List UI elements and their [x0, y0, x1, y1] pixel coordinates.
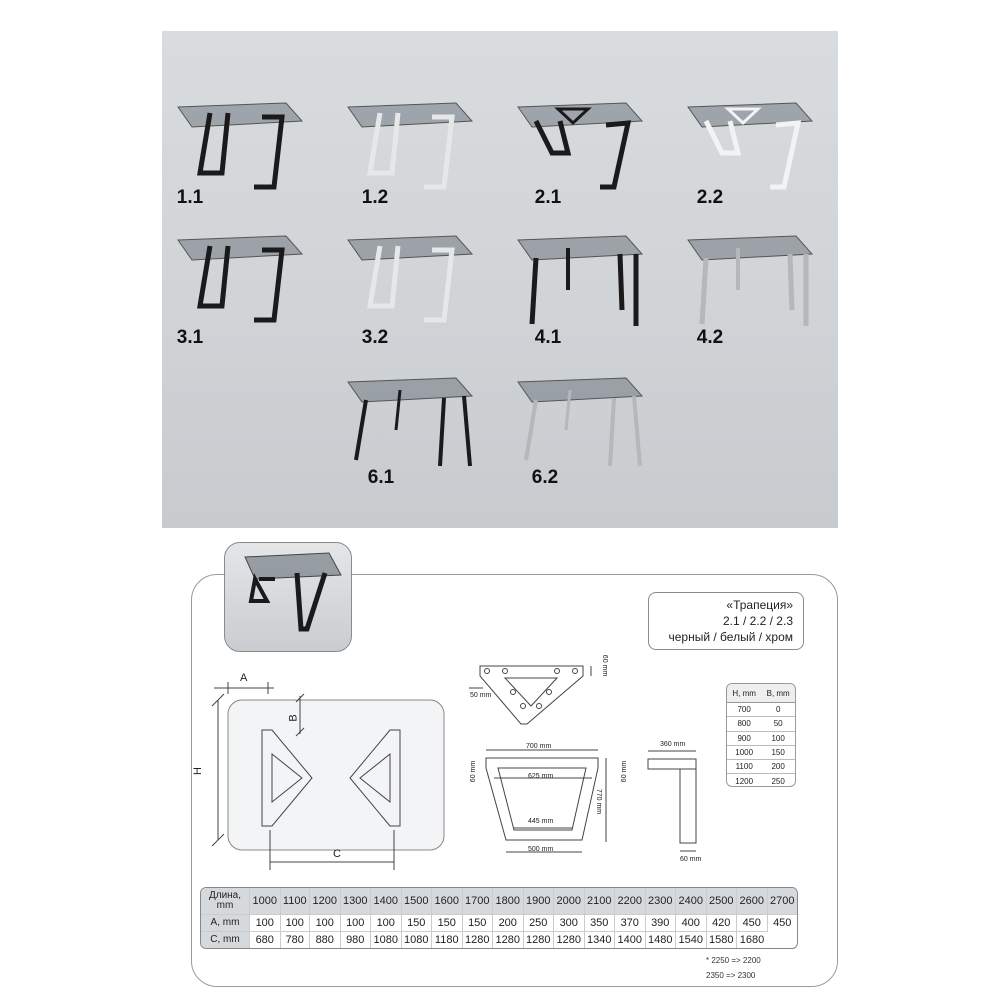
- length-table-cell: 1400: [371, 888, 402, 915]
- length-table-cell: 150: [432, 915, 463, 932]
- table-model-label: 6.2: [531, 467, 559, 488]
- table-model-label: 1.1: [176, 187, 204, 208]
- length-table-cell: 350: [584, 915, 615, 932]
- dim-h-label: H: [191, 767, 204, 775]
- length-table-cell: 300: [554, 915, 585, 932]
- length-table-cell: 1340: [584, 932, 615, 948]
- note-2: 2350 => 2300: [706, 971, 756, 980]
- table-thumb-image: [170, 228, 320, 338]
- table-thumb-image: [340, 370, 490, 480]
- length-table-cell: 1680: [737, 932, 768, 948]
- length-table-cell: 100: [280, 915, 310, 932]
- length-table-cell: 1900: [523, 888, 554, 915]
- hb-cell: 100: [761, 731, 795, 745]
- length-table-row: [201, 915, 797, 932]
- length-table-cell: 100: [310, 915, 341, 932]
- side-view-drawing: [630, 745, 710, 857]
- hb-cell: 1200: [727, 774, 761, 787]
- hb-row: [727, 703, 795, 717]
- hb-cell: 700: [737, 705, 751, 715]
- length-table-cell: 390: [645, 915, 676, 932]
- bracket-width: 50 mm: [470, 692, 492, 699]
- hb-cell: 50: [761, 717, 795, 731]
- length-table-cell: 2500: [706, 888, 737, 915]
- length-table-cell: 980: [340, 932, 371, 948]
- hb-header-cell: B, mm: [761, 684, 795, 703]
- hb-cell: 250: [761, 774, 795, 787]
- dim-a-label: A: [240, 672, 248, 684]
- model-codes: 2.1 / 2.2 / 2.3: [722, 614, 793, 628]
- side-top-width: 360 mm: [660, 741, 686, 748]
- side-height: 60 mm: [621, 760, 629, 783]
- hb-cell: 150: [761, 745, 795, 759]
- front-height: 770 mm: [595, 788, 603, 815]
- length-table-cell: 2300: [645, 888, 676, 915]
- length-table-cell: 1400: [615, 932, 646, 948]
- length-table-cell: 370: [615, 915, 646, 932]
- length-table-cell: 2000: [554, 888, 585, 915]
- row-label: Длина, mm: [201, 888, 250, 915]
- length-table-cell: 1180: [432, 932, 463, 948]
- length-table-cell: 880: [310, 932, 341, 948]
- length-table-row: [201, 888, 797, 915]
- hb-row: [727, 745, 795, 759]
- hb-cell: 900: [727, 731, 761, 745]
- hb-cell: 1100: [727, 760, 761, 774]
- length-table-cell: 680: [250, 932, 281, 948]
- height-offset-table: [726, 683, 796, 787]
- length-table-cell: 400: [676, 915, 707, 932]
- length-table-cell: 1600: [432, 888, 463, 915]
- length-table-cell: 2600: [737, 888, 768, 915]
- front-top-thickness: 60 mm: [470, 760, 478, 783]
- length-table-cell: 1200: [310, 888, 341, 915]
- hb-row: [727, 731, 795, 745]
- table-thumb-image: [340, 228, 490, 338]
- table-model-label: 1.2: [361, 187, 389, 208]
- table-model-label: 3.1: [176, 327, 204, 348]
- length-table-cell: 1280: [554, 932, 585, 948]
- length-table-cell: 100: [250, 915, 281, 932]
- model-name-box: [648, 592, 804, 650]
- length-table-cell: 420: [706, 915, 737, 932]
- preview-table-drawing: [225, 543, 351, 651]
- top-view-drawing: [200, 670, 460, 880]
- length-table-cell: 450: [737, 915, 768, 932]
- front-top-width: 700 mm: [526, 743, 552, 750]
- table-model-label: 2.2: [696, 187, 724, 208]
- length-table-cell: 780: [280, 932, 310, 948]
- table-model-label: 6.1: [367, 467, 395, 488]
- table-model-label: 3.2: [361, 327, 389, 348]
- hb-cell: 800: [727, 717, 761, 731]
- table-thumb-image: [680, 228, 830, 338]
- length-table-cell: 150: [401, 915, 432, 932]
- length-table-cell: 100: [371, 915, 402, 932]
- length-table-cell: 1540: [676, 932, 707, 948]
- length-table-cell: 1100: [280, 888, 310, 915]
- front-inner-top: 625 mm: [528, 773, 554, 780]
- length-table-cell: 450: [767, 915, 797, 932]
- length-table-cell: 1480: [645, 932, 676, 948]
- front-bottom-width: 500 mm: [528, 846, 554, 853]
- length-table-cell: 1080: [401, 932, 432, 948]
- table-model-label: 2.1: [534, 187, 562, 208]
- hb-cell: 200: [761, 760, 795, 774]
- dim-c-label: C: [333, 848, 341, 860]
- length-table-cell: 200: [493, 915, 524, 932]
- preview-image: [224, 542, 352, 652]
- row-label: C, mm: [201, 932, 250, 948]
- model-colors: черный / белый / хром: [668, 630, 793, 644]
- length-table-row: [201, 932, 797, 948]
- hb-row: [727, 774, 795, 787]
- dim-b-label: B: [287, 714, 300, 722]
- length-table-cell: 2200: [615, 888, 646, 915]
- length-table: [200, 887, 798, 949]
- length-table-cell: 1300: [340, 888, 371, 915]
- front-inner-bottom: 445 mm: [528, 818, 554, 825]
- table-model-label: 4.2: [696, 327, 724, 348]
- hb-row: [727, 717, 795, 731]
- length-table-cell: 150: [462, 915, 493, 932]
- length-table-cell: 1280: [462, 932, 493, 948]
- note-1: * 2250 => 2200: [706, 956, 761, 965]
- length-table-cell: 250: [523, 915, 554, 932]
- hb-row: [727, 760, 795, 774]
- length-table-cell: 1800: [493, 888, 524, 915]
- table-thumb-image: [510, 370, 660, 480]
- length-table-cell: 100: [340, 915, 371, 932]
- row-label: A, mm: [201, 915, 250, 932]
- table-thumb-image: [510, 228, 660, 338]
- length-table-cell: 1280: [493, 932, 524, 948]
- length-table-cell: 2400: [676, 888, 707, 915]
- side-bottom-width: 60 mm: [680, 856, 702, 863]
- length-table-cell: 1700: [462, 888, 493, 915]
- length-table-cell: 2100: [584, 888, 615, 915]
- hb-header-cell: H, mm: [727, 684, 761, 703]
- length-table-cell: 2700: [767, 888, 797, 915]
- hb-cell: 1000: [727, 745, 761, 759]
- length-table-cell: 1580: [706, 932, 737, 948]
- model-name: «Трапеция»: [726, 598, 793, 612]
- table-model-label: 4.1: [534, 327, 562, 348]
- length-table-cell: 1000: [250, 888, 281, 915]
- length-table-cell: 1280: [523, 932, 554, 948]
- length-table-cell: 1500: [401, 888, 432, 915]
- hb-cell: 0: [775, 705, 781, 715]
- bracket-height: 60 mm: [601, 654, 609, 677]
- length-table-cell: 1080: [371, 932, 402, 948]
